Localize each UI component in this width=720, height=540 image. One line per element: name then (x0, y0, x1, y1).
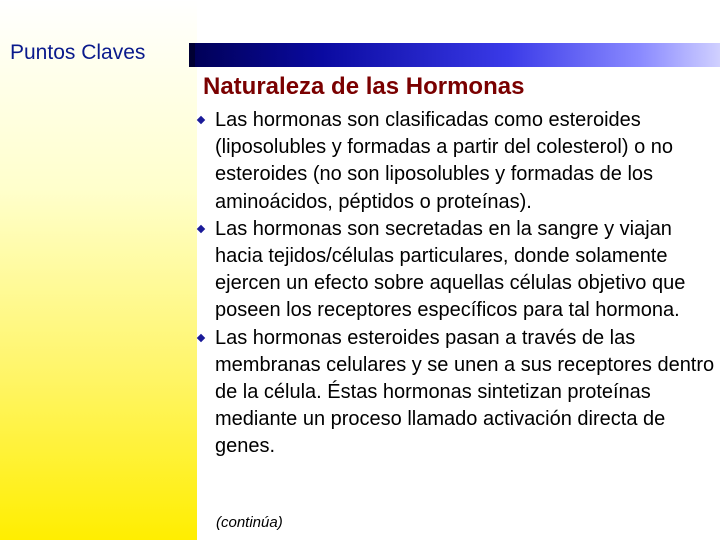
bullet-item (195, 216, 715, 325)
bullet-list (195, 107, 715, 461)
side-gradient-panel (0, 0, 197, 540)
diamond-bullet-icon (197, 333, 205, 341)
diamond-bullet-icon (197, 225, 205, 233)
bullet-item (195, 107, 715, 216)
section-label: Puntos Claves (10, 41, 146, 64)
bullet-text: Las hormonas son clasificadas como esteroides (liposolubles y formadas a partir del colesterol) o no esteroides (no son liposolubles y formadas de los aminoácidos, péptidos o proteínas). (215, 109, 673, 213)
slide-title: Naturaleza de las Hormonas (203, 73, 525, 100)
bullet-item (195, 325, 715, 461)
diamond-bullet-icon (197, 116, 205, 124)
title-bar-cap (189, 43, 195, 67)
continued-note: (continúa) (216, 514, 283, 531)
bullet-text: Las hormonas esteroides pasan a través de las membranas celulares y se unen a sus receptores dentro de la célula. Éstas hormonas sintetizan proteínas mediante un proceso llamado activación directa de genes. (215, 326, 715, 458)
bullet-text: Las hormonas son secretadas en la sangre y viajan hacia tejidos/células particulares, donde solamente ejercen un efecto sobre aquellas células objetivo que poseen los receptores específicos para tal hormona. (215, 217, 686, 322)
title-bar (189, 43, 720, 67)
